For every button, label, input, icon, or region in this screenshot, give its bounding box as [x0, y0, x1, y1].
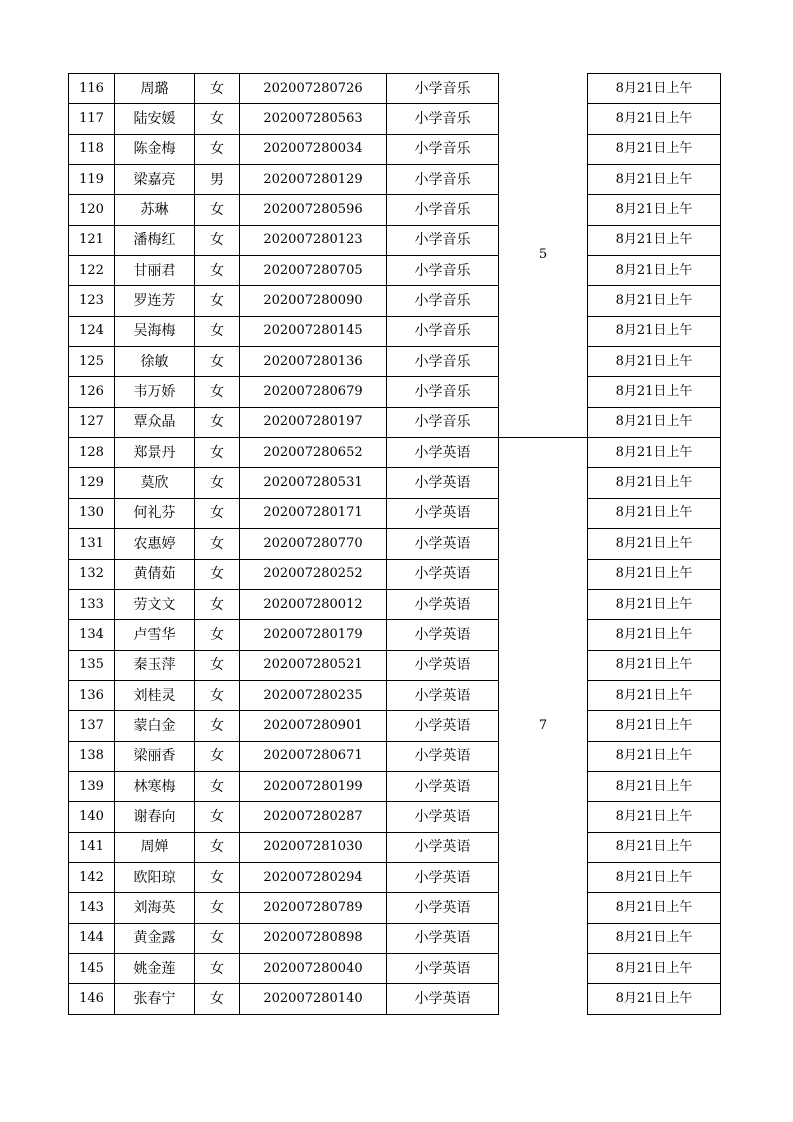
row-name: 潘梅红	[115, 225, 195, 255]
table-row	[69, 923, 721, 953]
row-name: 苏琳	[115, 195, 195, 225]
row-exam-time: 8月21日上午	[588, 559, 721, 589]
row-gender: 女	[195, 650, 240, 680]
row-subject: 小学英语	[387, 923, 499, 953]
row-gender: 女	[195, 802, 240, 832]
row-subject: 小学英语	[387, 953, 499, 983]
row-subject: 小学音乐	[387, 74, 499, 104]
row-exam-id: 202007280252	[240, 559, 387, 589]
table-row	[69, 74, 721, 104]
row-number: 145	[69, 953, 115, 983]
row-exam-id: 202007280294	[240, 862, 387, 892]
table-row	[69, 377, 721, 407]
table-row	[69, 347, 721, 377]
row-subject: 小学英语	[387, 862, 499, 892]
row-exam-id: 202007280679	[240, 377, 387, 407]
row-number: 146	[69, 984, 115, 1014]
row-exam-time: 8月21日上午	[588, 256, 721, 286]
row-number: 123	[69, 286, 115, 316]
row-exam-time: 8月21日上午	[588, 74, 721, 104]
row-exam-id: 202007280652	[240, 438, 387, 468]
row-subject: 小学英语	[387, 802, 499, 832]
row-subject: 小学英语	[387, 589, 499, 619]
row-exam-time: 8月21日上午	[588, 104, 721, 134]
table-row	[69, 286, 721, 316]
row-exam-time: 8月21日上午	[588, 711, 721, 741]
row-gender: 女	[195, 438, 240, 468]
row-exam-id: 202007280898	[240, 923, 387, 953]
row-exam-time: 8月21日上午	[588, 802, 721, 832]
row-exam-id: 202007280789	[240, 893, 387, 923]
table-row	[69, 650, 721, 680]
row-exam-time: 8月21日上午	[588, 953, 721, 983]
row-subject: 小学英语	[387, 620, 499, 650]
row-exam-time: 8月21日上午	[588, 680, 721, 710]
table-row	[69, 438, 721, 468]
row-name: 徐敏	[115, 347, 195, 377]
row-number: 128	[69, 438, 115, 468]
row-exam-id: 202007280040	[240, 953, 387, 983]
row-subject: 小学音乐	[387, 256, 499, 286]
row-name: 黄金露	[115, 923, 195, 953]
row-exam-id: 202007280197	[240, 407, 387, 437]
row-name: 姚金莲	[115, 953, 195, 983]
row-number: 125	[69, 347, 115, 377]
row-subject: 小学音乐	[387, 134, 499, 164]
row-subject: 小学音乐	[387, 407, 499, 437]
row-gender: 女	[195, 407, 240, 437]
roster-body	[69, 74, 721, 1015]
row-exam-id: 202007280770	[240, 529, 387, 559]
row-subject: 小学英语	[387, 832, 499, 862]
row-subject: 小学英语	[387, 498, 499, 528]
roster-table	[68, 73, 721, 1015]
row-number: 119	[69, 165, 115, 195]
row-name: 陈金梅	[115, 134, 195, 164]
group-number: 7	[538, 718, 548, 734]
row-exam-id: 202007280235	[240, 680, 387, 710]
row-exam-id: 202007280287	[240, 802, 387, 832]
table-row	[69, 620, 721, 650]
row-name: 周婵	[115, 832, 195, 862]
row-name: 刘海英	[115, 893, 195, 923]
row-exam-id: 202007280012	[240, 589, 387, 619]
row-name: 林寒梅	[115, 771, 195, 801]
row-exam-id: 202007280596	[240, 195, 387, 225]
row-subject: 小学音乐	[387, 377, 499, 407]
row-number: 143	[69, 893, 115, 923]
row-exam-time: 8月21日上午	[588, 923, 721, 953]
row-number: 144	[69, 923, 115, 953]
row-subject: 小学英语	[387, 893, 499, 923]
row-name: 谢春向	[115, 802, 195, 832]
row-name: 蒙白金	[115, 711, 195, 741]
row-exam-id: 202007280090	[240, 286, 387, 316]
row-subject: 小学英语	[387, 984, 499, 1014]
table-row	[69, 256, 721, 286]
row-number: 136	[69, 680, 115, 710]
row-gender: 女	[195, 953, 240, 983]
row-gender: 女	[195, 923, 240, 953]
table-row	[69, 741, 721, 771]
table-row	[69, 498, 721, 528]
row-exam-id: 202007281030	[240, 832, 387, 862]
table-row	[69, 802, 721, 832]
row-gender: 女	[195, 377, 240, 407]
row-number: 139	[69, 771, 115, 801]
row-gender: 女	[195, 529, 240, 559]
row-number: 135	[69, 650, 115, 680]
row-name: 刘桂灵	[115, 680, 195, 710]
row-gender: 女	[195, 771, 240, 801]
table-row	[69, 225, 721, 255]
row-exam-time: 8月21日上午	[588, 862, 721, 892]
row-gender: 女	[195, 104, 240, 134]
row-gender: 女	[195, 316, 240, 346]
table-row	[69, 589, 721, 619]
row-gender: 女	[195, 134, 240, 164]
table-row	[69, 195, 721, 225]
row-exam-id: 202007280901	[240, 711, 387, 741]
row-number: 137	[69, 711, 115, 741]
row-name: 黄倩茹	[115, 559, 195, 589]
row-exam-time: 8月21日上午	[588, 589, 721, 619]
row-gender: 女	[195, 832, 240, 862]
table-row	[69, 165, 721, 195]
row-gender: 女	[195, 74, 240, 104]
row-exam-id: 202007280705	[240, 256, 387, 286]
row-exam-id: 202007280563	[240, 104, 387, 134]
row-gender: 女	[195, 195, 240, 225]
row-name: 梁丽香	[115, 741, 195, 771]
row-exam-time: 8月21日上午	[588, 286, 721, 316]
row-exam-time: 8月21日上午	[588, 165, 721, 195]
row-exam-time: 8月21日上午	[588, 225, 721, 255]
table-row	[69, 104, 721, 134]
row-name: 梁嘉亮	[115, 165, 195, 195]
row-subject: 小学音乐	[387, 104, 499, 134]
row-name: 韦万娇	[115, 377, 195, 407]
table-row	[69, 893, 721, 923]
row-exam-id: 202007280171	[240, 498, 387, 528]
row-name: 莫欣	[115, 468, 195, 498]
row-number: 122	[69, 256, 115, 286]
row-gender: 女	[195, 559, 240, 589]
row-exam-id: 202007280671	[240, 741, 387, 771]
table-row	[69, 711, 721, 741]
row-exam-id: 202007280145	[240, 316, 387, 346]
row-subject: 小学英语	[387, 650, 499, 680]
row-subject: 小学英语	[387, 438, 499, 468]
row-subject: 小学英语	[387, 741, 499, 771]
row-name: 欧阳琼	[115, 862, 195, 892]
row-gender: 女	[195, 286, 240, 316]
row-gender: 女	[195, 589, 240, 619]
row-exam-time: 8月21日上午	[588, 529, 721, 559]
row-name: 秦玉萍	[115, 650, 195, 680]
row-name: 覃众晶	[115, 407, 195, 437]
table-row	[69, 559, 721, 589]
row-gender: 男	[195, 165, 240, 195]
row-exam-id: 202007280179	[240, 620, 387, 650]
row-exam-time: 8月21日上午	[588, 893, 721, 923]
table-row	[69, 316, 721, 346]
row-gender: 女	[195, 256, 240, 286]
row-exam-id: 202007280129	[240, 165, 387, 195]
row-number: 120	[69, 195, 115, 225]
row-number: 142	[69, 862, 115, 892]
row-exam-time: 8月21日上午	[588, 347, 721, 377]
row-number: 127	[69, 407, 115, 437]
row-number: 118	[69, 134, 115, 164]
row-exam-time: 8月21日上午	[588, 741, 721, 771]
row-name: 郑景丹	[115, 438, 195, 468]
row-number: 129	[69, 468, 115, 498]
row-number: 131	[69, 529, 115, 559]
row-subject: 小学英语	[387, 771, 499, 801]
row-subject: 小学英语	[387, 680, 499, 710]
row-exam-id: 202007280726	[240, 74, 387, 104]
row-name: 陆安媛	[115, 104, 195, 134]
row-subject: 小学英语	[387, 711, 499, 741]
row-number: 134	[69, 620, 115, 650]
row-gender: 女	[195, 620, 240, 650]
table-row	[69, 680, 721, 710]
table-row	[69, 529, 721, 559]
row-exam-time: 8月21日上午	[588, 134, 721, 164]
row-gender: 女	[195, 893, 240, 923]
row-exam-time: 8月21日上午	[588, 771, 721, 801]
table-row	[69, 953, 721, 983]
row-exam-id: 202007280034	[240, 134, 387, 164]
table-row	[69, 984, 721, 1014]
row-number: 116	[69, 74, 115, 104]
row-exam-id: 202007280199	[240, 771, 387, 801]
row-exam-id: 202007280531	[240, 468, 387, 498]
row-gender: 女	[195, 468, 240, 498]
row-number: 140	[69, 802, 115, 832]
row-exam-time: 8月21日上午	[588, 620, 721, 650]
row-exam-time: 8月21日上午	[588, 316, 721, 346]
row-number: 130	[69, 498, 115, 528]
row-name: 何礼芬	[115, 498, 195, 528]
row-name: 张春宁	[115, 984, 195, 1014]
row-exam-id: 202007280136	[240, 347, 387, 377]
row-gender: 女	[195, 225, 240, 255]
row-subject: 小学音乐	[387, 165, 499, 195]
row-number: 121	[69, 225, 115, 255]
row-name: 吴海梅	[115, 316, 195, 346]
row-gender: 女	[195, 862, 240, 892]
row-subject: 小学音乐	[387, 195, 499, 225]
row-subject: 小学音乐	[387, 225, 499, 255]
row-gender: 女	[195, 711, 240, 741]
row-number: 126	[69, 377, 115, 407]
row-exam-time: 8月21日上午	[588, 832, 721, 862]
row-name: 农惠婷	[115, 529, 195, 559]
row-gender: 女	[195, 347, 240, 377]
row-exam-id: 202007280140	[240, 984, 387, 1014]
row-number: 124	[69, 316, 115, 346]
row-exam-time: 8月21日上午	[588, 438, 721, 468]
row-subject: 小学英语	[387, 529, 499, 559]
row-subject: 小学英语	[387, 468, 499, 498]
row-gender: 女	[195, 498, 240, 528]
row-subject: 小学英语	[387, 559, 499, 589]
row-exam-time: 8月21日上午	[588, 984, 721, 1014]
row-name: 劳文文	[115, 589, 195, 619]
row-gender: 女	[195, 680, 240, 710]
table-row	[69, 862, 721, 892]
row-exam-time: 8月21日上午	[588, 377, 721, 407]
row-exam-time: 8月21日上午	[588, 468, 721, 498]
row-gender: 女	[195, 741, 240, 771]
row-number: 141	[69, 832, 115, 862]
row-name: 卢雪华	[115, 620, 195, 650]
table-row	[69, 771, 721, 801]
row-exam-time: 8月21日上午	[588, 498, 721, 528]
row-number: 133	[69, 589, 115, 619]
row-exam-time: 8月21日上午	[588, 407, 721, 437]
row-name: 周璐	[115, 74, 195, 104]
row-exam-id: 202007280123	[240, 225, 387, 255]
row-subject: 小学音乐	[387, 347, 499, 377]
row-number: 132	[69, 559, 115, 589]
row-name: 甘丽君	[115, 256, 195, 286]
table-row	[69, 134, 721, 164]
row-subject: 小学音乐	[387, 286, 499, 316]
roster-sheet	[68, 73, 721, 1015]
table-row	[69, 407, 721, 437]
row-exam-time: 8月21日上午	[588, 195, 721, 225]
row-exam-id: 202007280521	[240, 650, 387, 680]
row-number: 117	[69, 104, 115, 134]
row-gender: 女	[195, 984, 240, 1014]
table-row	[69, 468, 721, 498]
row-exam-time: 8月21日上午	[588, 650, 721, 680]
row-number: 138	[69, 741, 115, 771]
group-number: 5	[499, 74, 588, 438]
table-row	[69, 832, 721, 862]
row-subject: 小学音乐	[387, 316, 499, 346]
row-name: 罗连芳	[115, 286, 195, 316]
